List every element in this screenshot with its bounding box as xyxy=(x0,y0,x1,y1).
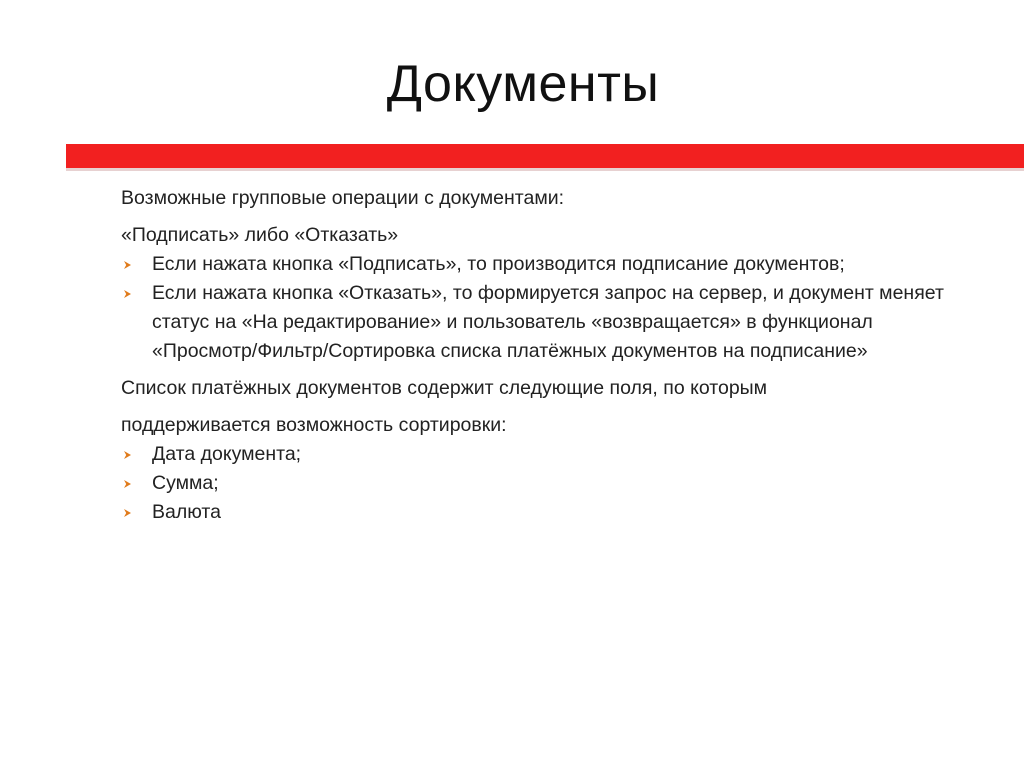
chevron-right-icon xyxy=(123,250,135,279)
sort-field-currency: Валюта xyxy=(152,501,221,523)
slide-body xyxy=(121,184,981,527)
list-item xyxy=(121,469,981,498)
chevron-right-icon xyxy=(123,469,135,498)
actions-line: «Подписать» либо «Отказать» xyxy=(121,224,399,246)
action-bullet-refuse: Если нажата кнопка «Отказать», то формируется запрос на сервер, и документ меняет статус на «На редактирование» и пользователь «возвращается» в функционал «Просмотр/Фильтр/Сортировка списка платёжных документов на подписание» xyxy=(152,282,944,362)
chevron-right-icon xyxy=(123,279,135,308)
intro-text: Возможные групповые операции с документами: xyxy=(121,187,565,209)
sort-field-sum: Сумма; xyxy=(152,472,219,494)
chevron-right-icon xyxy=(123,440,135,469)
list-item xyxy=(121,498,981,527)
list-item xyxy=(121,279,981,366)
sort-intro-line-1: Список платёжных документов содержит следующие поля, по которым xyxy=(121,377,768,399)
chevron-right-icon xyxy=(123,498,135,527)
list-item xyxy=(121,250,981,279)
title-accent-bar xyxy=(66,144,1024,168)
sort-intro-line-2: поддерживается возможность сортировки: xyxy=(121,414,507,436)
slide-title: Документы xyxy=(386,55,660,113)
list-item xyxy=(121,440,981,469)
sort-field-date: Дата документа; xyxy=(152,443,302,465)
action-bullet-sign: Если нажата кнопка «Подписать», то производится подписание документов; xyxy=(152,253,845,275)
